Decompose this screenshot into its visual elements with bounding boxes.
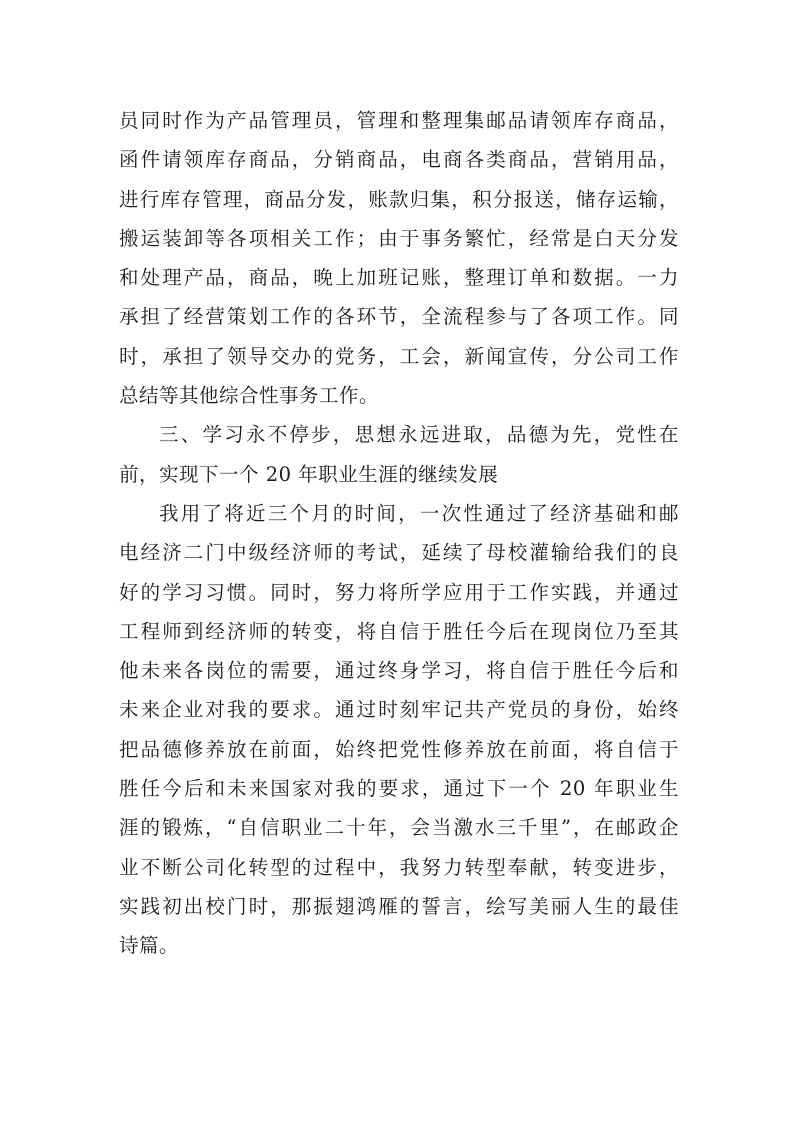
text-line: 进行库存管理，商品分发，账款归集，积分报送，储存运输， <box>119 187 679 211</box>
text-line: 涯的锻炼，“自信职业二十年，会当激水三千里”，在邮政企 <box>119 816 679 840</box>
body-text <box>119 101 679 966</box>
text-line: 员同时作为产品管理员，管理和整理集邮品请领库存商品， <box>119 109 679 132</box>
text-line: 和处理产品，商品，晚上加班记账，整理订单和数据。一力 <box>119 266 679 290</box>
text-line: 把品德修养放在前面，始终把党性修养放在前面，将自信于 <box>119 737 679 761</box>
text-line: 业不断公司化转型的过程中，我努力转型奉献，转变进步， <box>119 855 679 879</box>
text-line: 函件请领库存商品，分销商品，电商各类商品，营销用品， <box>119 148 679 172</box>
text-line: 时，承担了领导交办的党务，工会，新闻宣传，分公司工作 <box>119 344 679 368</box>
text-line: 我用了将近三个月的时间，一次性通过了经济基础和邮 <box>159 501 679 525</box>
text-line: 好的学习习惯。同时，努力将所学应用于工作实践，并通过 <box>119 580 679 604</box>
text-line: 总结等其他综合性事务工作。 <box>119 384 380 408</box>
text-line: 未来企业对我的要求。通过时刻牢记共产党员的身份，始终 <box>119 698 679 722</box>
text-line: 他未来各岗位的需要，通过终身学习，将自信于胜任今后和 <box>119 659 679 683</box>
text-line: 电经济二门中级经济师的考试，延续了母校灌输给我们的良 <box>119 541 679 565</box>
section-heading-line: 前，实现下一个 20 年职业生涯的继续发展 <box>119 462 499 486</box>
text-line: 承担了经营策划工作的各环节，全流程参与了各项工作。同 <box>119 305 679 329</box>
text-line: 诗篇。 <box>119 934 180 958</box>
section-heading-line: 三、学习永不停步，思想永远进取，品德为先，党性在 <box>159 423 679 447</box>
text-line: 工程师到经济师的转变，将自信于胜任今后在现岗位乃至其 <box>119 619 679 643</box>
text-line: 搬运装卸等各项相关工作；由于事务繁忙，经常是白天分发 <box>119 226 679 250</box>
text-line: 胜任今后和未来国家对我的要求，通过下一个 20 年职业生 <box>119 777 679 801</box>
text-line: 实践初出校门时，那振翅鸿雁的誓言，绘写美丽人生的最佳 <box>119 894 679 918</box>
